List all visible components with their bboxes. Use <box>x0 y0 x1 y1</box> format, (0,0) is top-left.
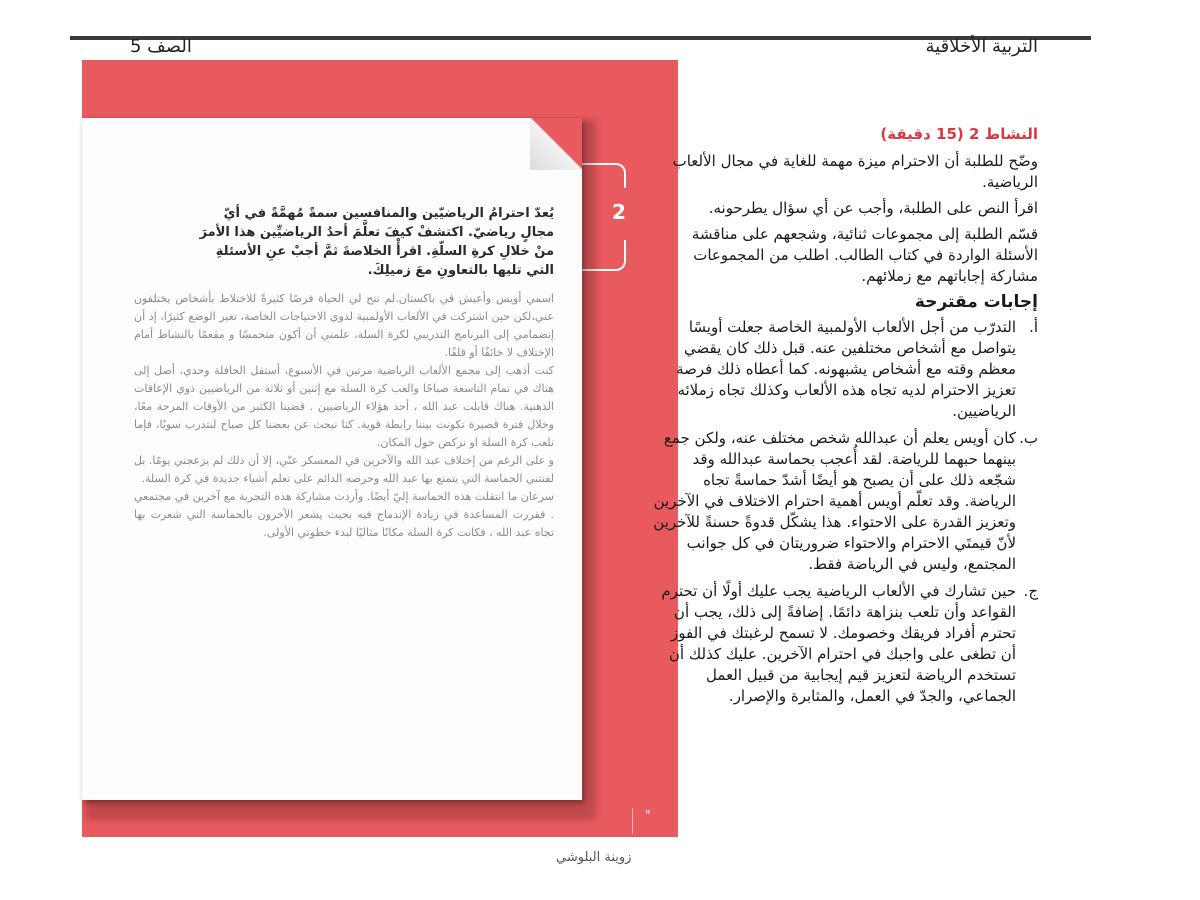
author-credit: زوينة البلوشي <box>556 850 632 865</box>
activity-number-badge: 2 <box>612 200 626 224</box>
story-paragraph: سرعان ما انتقلت هذه الحماسة إليّ أيضًا. وأردت مشاركة هذه التجربة مع آخرين في مجتمعي . فقررت المساعدة في زيادة الإندماج فيه بحيث يشعر الآخرون بالحماسة التي شعرت بها تجاه عبد الله ، فكانت كرة السلة مكانًا مثاليًا لبدء خطوتي الأولى. <box>134 490 554 539</box>
answers-heading: إجابات مقترحة <box>914 292 1038 312</box>
instruction-paragraph: قسّم الطلبة إلى مجموعات ثنائية، وشجعهم على مناقشة الأسئلة الواردة في كتاب الطالب. اطلب من المجموعات مشاركة إجاباتهم مع زملائهم. <box>691 225 1038 285</box>
page-curl-icon <box>530 118 582 170</box>
instruction-paragraph: وضّح للطلبة أن الاحترام ميزة مهمة للغاية في مجال الألعاب الرياضية. <box>672 152 1038 191</box>
textbook-story <box>134 290 554 542</box>
activity-title: النشاط 2 (15 دقيقة) <box>880 125 1038 143</box>
story-paragraph: اسمي أويس وأعيش في باكستان.لم تتح لي الحياة فرصًا كثيرةً للاختلاط بأشخاص يختلفون عني،لكن حين اشتركت في الألعاب الأولمبية لذوي الاحتياجات الخاصة، تغير الوضع كثيرًا، إذ أن إنضمامي إلى البرنامج التدريبي لكرة السلة، علمني أن أكون متحمسًا و مقعمًا بالنشاط أمام الإختلاف لا خائفًا أو قلقًا. <box>134 292 554 359</box>
answer-item <box>652 581 1038 707</box>
story-paragraph: كنت أذهب إلى مجمع الألعاب الرياضية مرتين في الأسبوع، أستقل الحافلة وحدي، أصل إلى هناك في تمام التاسعة صباحًا والعب كرة السلة مع إثنين أو ثلاثة من الرياضيين ذوي الإعاقات الذهنية. هناك قابلت عبد الله ، أحد هؤلاء الرياضيين . قضينا الكثير من الأوقات المرحة معًا، وخلال فترة قصيرة تكونت بيننا رابطة قوية. كنا نبحث عن بعضنا كل صباح لنتدرب سويًا، فإما نلعب كرة السلة او نركض حول المكان. <box>134 364 554 449</box>
subject-title: التربية الأخلاقية <box>925 36 1038 57</box>
teacher-notes <box>652 124 1038 713</box>
answer-item <box>652 317 1038 422</box>
instruction-paragraph: اقرأ النص على الطلبة، وأجب عن أي سؤال يطرحونه. <box>708 199 1038 217</box>
answer-item <box>652 428 1038 575</box>
answer-text: كان أويس يعلم أن عبدالله شخص مختلف عنه، ولكن جمع بينهما حبهما للرياضة. لقد أُعجب بحماسة عبدالله وقد شجّعه ذلك على أن يصبح هو أيضًا أشدّ حماسةً تجاه الرياضة. وقد تعلّم أويس أهمية احترام الاختلاف في الآخرين وتعزيز القدرة على الاحتواء. هذا يشكّل قدوةً حسنةً للآخرين لأنّ قيمتَي الاحترام والاحتواء ضروريتان في كل جوانب المجتمع، وليس في الرياضة فقط. <box>653 429 1016 573</box>
footer-divider <box>632 808 633 834</box>
story-paragraph: و على الرغم من إختلاف عبد الله والآخرين في المعسكر عنّي، إلا أن ذلك لم يزعجني يومًا. بل لفتتني الحماسة التي يتمتع بها عبد الله وحرصه الدائم على تعلم أشياء جديدة في كرة السلة. <box>134 454 554 485</box>
textbook-heading: يُعدّ احترامُ الرياضيّين والمنافسين سمةً مُهمَّةً في أيّ مجالٍ رياضيّ. اكتشفْ كيفَ تعلَّمَ أحدُ الرياضيِّين هذا الأمرَ منْ خلالِ كرةِ السلّةِ. اقرأْ الخلاصةَ ثمَّ أجبْ عنِ الأسئلةِ التي تليها بالتعاونِ معَ زميلِكَ. <box>199 206 554 278</box>
answer-letter: ب. <box>1019 429 1038 447</box>
answer-letter: ج. <box>1023 582 1038 600</box>
textbook-page <box>82 118 582 800</box>
answer-text: حين تشارك في الألعاب الرياضية يجب عليك أولًا أن تحترم القواعد وأن تلعب بنزاهة دائمًا. إضافةً إلى ذلك، يجب أن تحترم أفراد فريقك وخصومك. لا تسمح لرغبتك في الفوز أن تطغى على واجبك في احترام الآخرين. عليك كذلك أن تستخدم الرياضة لتعزيز قيم إيجابية من قبيل العمل الجماعي، والجدّ في العمل، والمثابرة والإصرار. <box>661 582 1016 705</box>
grade-label: الصف 5 <box>130 36 192 57</box>
answer-letter: أ. <box>1029 318 1038 336</box>
page-number: " <box>645 808 651 822</box>
answer-text: التدرّب من أجل الألعاب الأولمبية الخاصة جعلت أويسًا يتواصل مع أشخاص مختلفين عنه. قبل ذلك كان يقضي معظم وقته مع أشخاص يشبهونه. كما أعطاه ذلك فرصة تعزيز الاحترام لديه تجاه هذه الألعاب وكذلك تجاه زملائه الرياضيين. <box>676 318 1016 420</box>
